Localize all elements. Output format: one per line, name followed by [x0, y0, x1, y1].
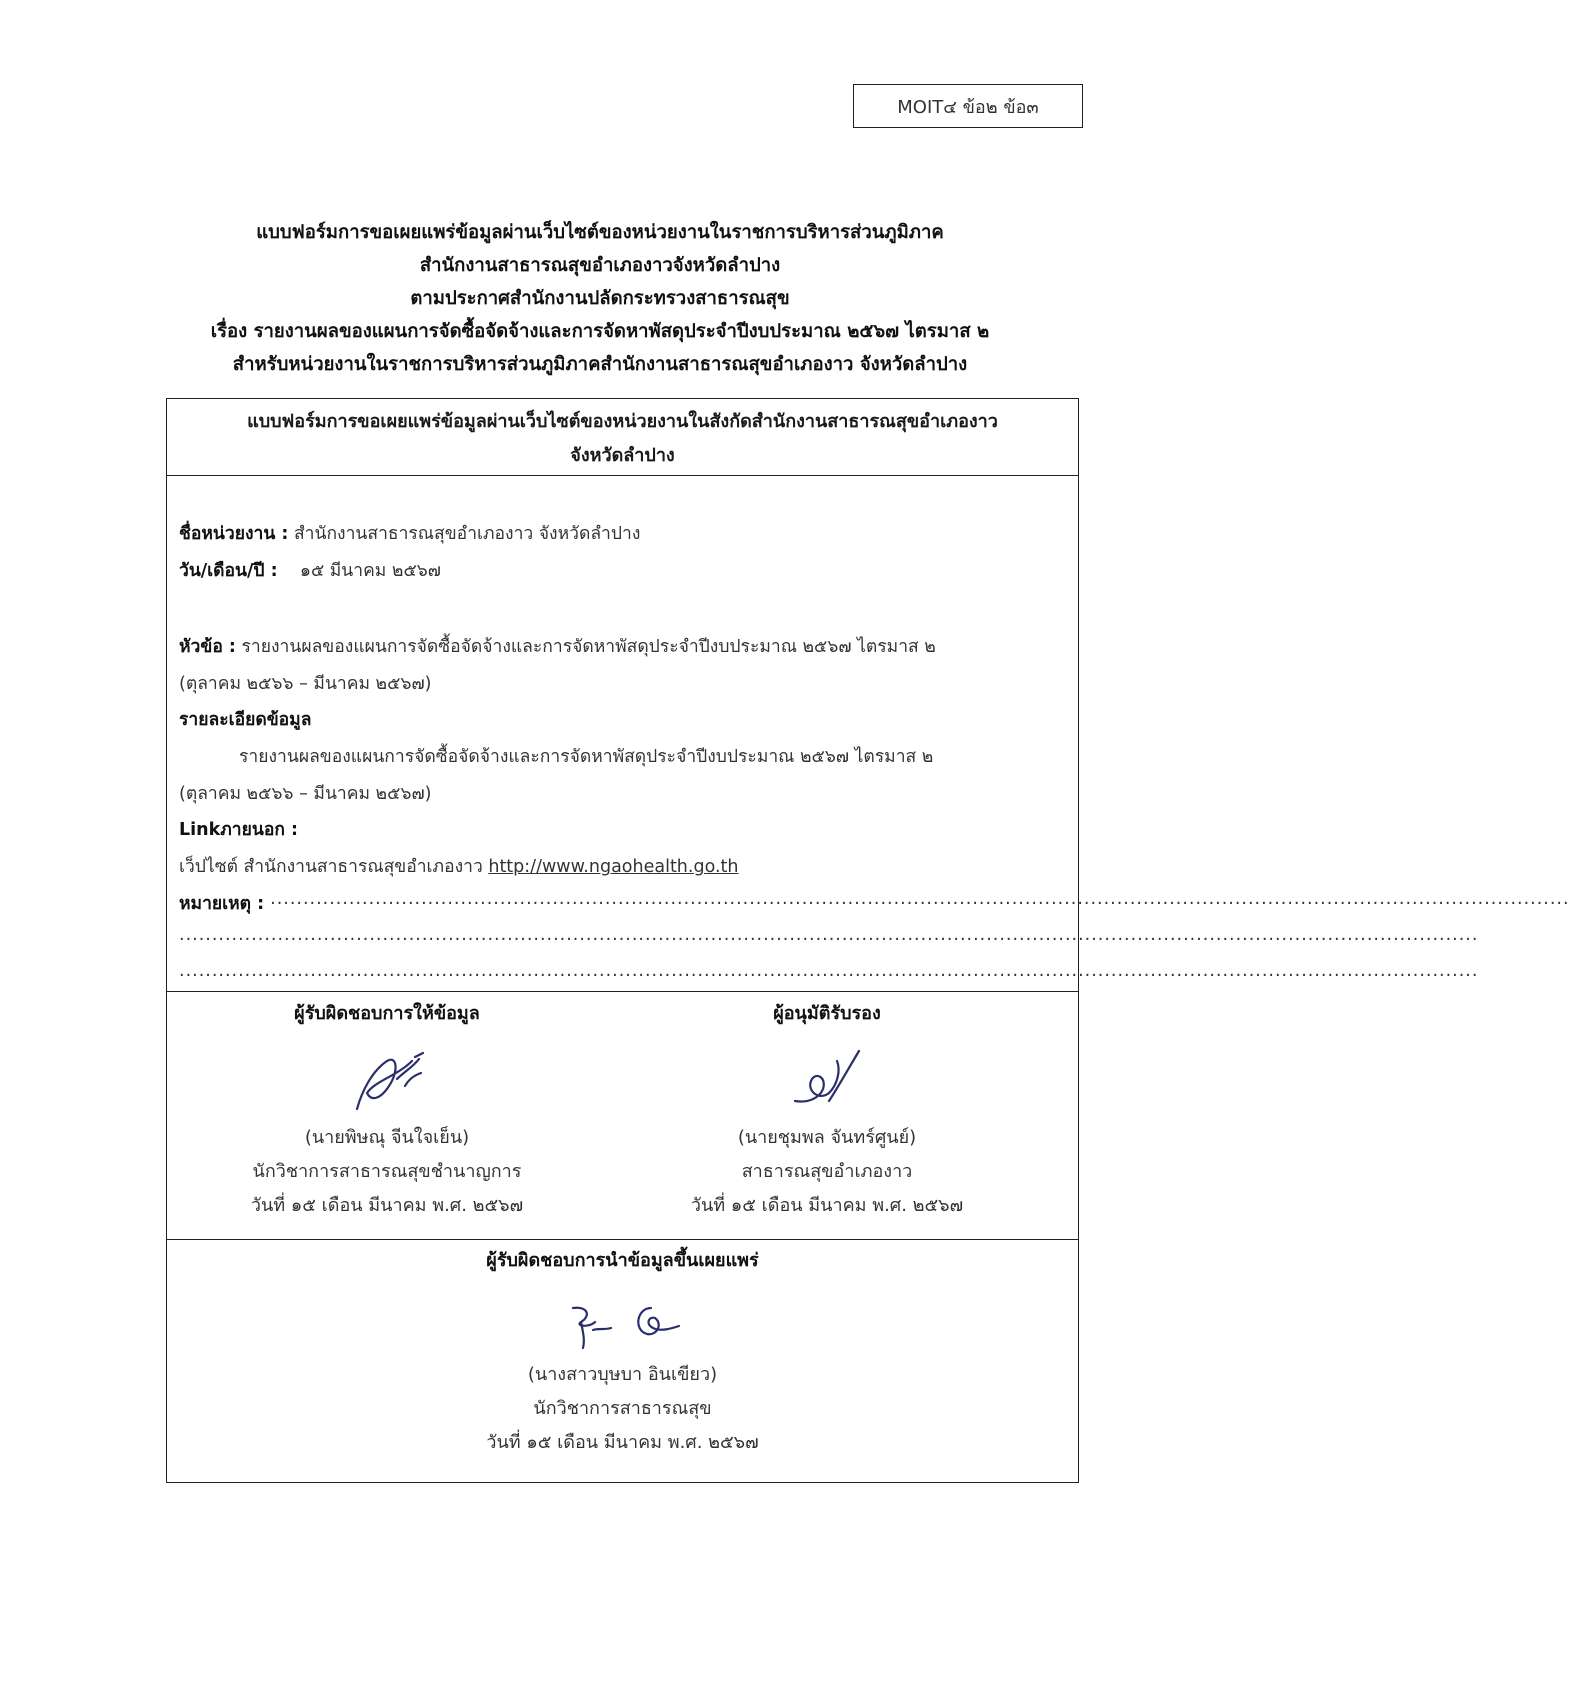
publisher-name: (นางสาวบุษบา อินเขียว): [527, 1364, 718, 1385]
form-title-line-2: จังหวัดลำปาง: [570, 445, 675, 466]
approver-name: (นายชุมพล จันทร์ศูนย์): [737, 1127, 917, 1148]
website-text: เว็ปไซต์ สำนักงานสาธารณสุขอำเภองาว: [179, 857, 483, 877]
approver-signature-block: [627, 997, 1027, 1223]
details-label: รายละเอียดข้อมูล: [179, 710, 312, 730]
form-title-line-1: แบบฟอร์มการขอเผยแพร่ข้อมูลผ่านเว็บไซต์ของหน่วยงานในสังกัดสำนักงานสาธารณสุขอำเภองาว: [247, 411, 998, 432]
publisher-signature: [533, 1278, 713, 1358]
reference-code-box: [853, 84, 1083, 128]
heading-line-5: สำหรับหน่วยงานในราชการบริหารส่วนภูมิภาคสำนักงานสาธารณสุขอำเภองาว จังหวัดลำปาง: [232, 354, 968, 375]
topic-value: รายงานผลของแผนการจัดซื้อจัดจ้างและการจัดหาพัสดุประจำปีงบประมาณ ๒๕๖๗ ไตรมาส ๒: [241, 637, 936, 657]
publisher-role: ผู้รับผิดชอบการนำข้อมูลขึ้นเผยแพร่: [486, 1250, 759, 1271]
publisher-divider: [167, 1239, 1078, 1240]
website-link[interactable]: http://www.ngaohealth.go.th: [488, 857, 739, 877]
form-divider: [167, 475, 1078, 476]
heading-line-1: แบบฟอร์มการขอเผยแพร่ข้อมูลผ่านเว็บไซต์ของหน่วยงานในราชการบริหารส่วนภูมิภาค: [256, 222, 944, 243]
responsible-date: วันที่ ๑๕ เดือน มีนาคม พ.ศ. ๒๕๖๗: [250, 1195, 524, 1216]
heading-line-4: เรื่อง รายงานผลของแผนการจัดซื้อจัดจ้างและการจัดหาพัสดุประจำปีงบประมาณ ๒๕๖๗ ไตรมาส ๒: [210, 321, 990, 342]
responsible-position: นักวิชาการสาธารณสุขชำนาญการ: [252, 1161, 522, 1182]
responsible-signature: [327, 1031, 447, 1121]
note-label: หมายเหตุ :: [179, 894, 265, 914]
publisher-signature-block: [167, 1244, 1078, 1460]
topic-row: [179, 632, 936, 660]
website-row: [179, 852, 738, 880]
note-row: [179, 889, 1570, 917]
details-value: รายงานผลของแผนการจัดซื้อจัดจ้างและการจัดหาพัสดุประจำปีงบประมาณ ๒๕๖๗ ไตรมาส ๒: [239, 747, 934, 767]
approver-role: ผู้อนุมัติรับรอง: [773, 1003, 881, 1024]
note-dots: ......................................................................................................................................................................................................: [270, 889, 1570, 909]
approver-position: สาธารณสุขอำเภองาว: [741, 1161, 913, 1182]
topic-label: หัวข้อ :: [179, 637, 236, 657]
publication-form: [166, 398, 1570, 1483]
form-title: [167, 405, 1078, 473]
topic-period: (ตุลาคม ๒๕๖๖ – มีนาคม ๒๕๖๗): [179, 674, 432, 694]
publisher-position: นักวิชาการสาธารณสุข: [533, 1398, 712, 1419]
signature-divider: [167, 991, 1078, 992]
agency-value: สำนักงานสาธารณสุขอำเภองาว จังหวัดลำปาง: [293, 524, 641, 544]
responsible-name: (นายพิษณุ จีนใจเย็น): [304, 1127, 470, 1148]
date-value: ๑๕ มีนาคม ๒๕๖๗: [299, 561, 441, 581]
approver-signature: [767, 1031, 887, 1121]
reference-code: MOIT๔ ข้อ๒ ข้อ๓: [897, 96, 1039, 118]
details-period: (ตุลาคม ๒๕๖๖ – มีนาคม ๒๕๖๗): [179, 784, 432, 804]
approver-date: วันที่ ๑๕ เดือน มีนาคม พ.ศ. ๒๕๖๗: [690, 1195, 964, 1216]
responsible-role: ผู้รับผิดชอบการให้ข้อมูล: [294, 1003, 480, 1024]
date-label: วัน/เดือน/ปี :: [179, 561, 278, 581]
external-link-label: Linkภายนอก :: [179, 820, 299, 840]
responsible-signature-block: [197, 997, 577, 1223]
note-dots-line-2: ......................................................................................................................................................................................................: [179, 925, 1479, 945]
agency-row: [179, 519, 640, 547]
date-row: [179, 556, 441, 584]
agency-label: ชื่อหน่วยงาน :: [179, 524, 289, 544]
heading-line-3: ตามประกาศสำนักงานปลัดกระทรวงสาธารณสุข: [410, 288, 790, 309]
heading-line-2: สำนักงานสาธารณสุขอำเภองาวจังหวัดลำปาง: [419, 255, 781, 276]
document-heading: [120, 216, 1080, 381]
publisher-date: วันที่ ๑๕ เดือน มีนาคม พ.ศ. ๒๕๖๗: [486, 1432, 759, 1453]
note-dots-line-3: ......................................................................................................................................................................................................: [179, 961, 1479, 981]
